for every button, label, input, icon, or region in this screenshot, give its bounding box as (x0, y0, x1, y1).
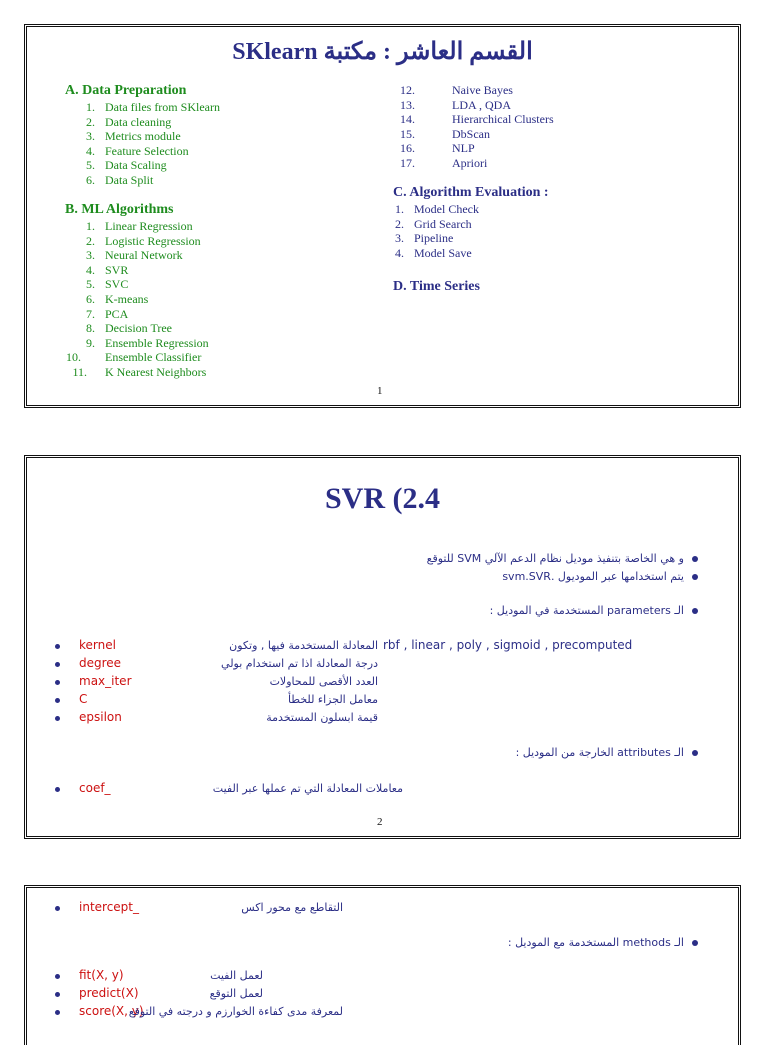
attr-row (53, 781, 733, 799)
slide-1-title: القسم العاشر : مكتبة SKlearn (232, 39, 533, 65)
param-desc: قيمة ابسلون المستخدمة (266, 711, 378, 724)
attr-name: coef_ (79, 781, 111, 795)
attr-desc: معاملات المعادلة التي تم عملها عبر الفيت (212, 782, 403, 795)
list-item: 3. Neural Network (86, 248, 183, 263)
bullet-icon (692, 556, 698, 562)
slide-2 (24, 455, 741, 839)
slide-2-title: SVR (2.4 (324, 482, 440, 515)
method-row (53, 1004, 733, 1022)
section-b-heading: B. ML Algorithms (65, 202, 174, 217)
param-desc: معامل الجزاء للخطأ (287, 693, 378, 706)
param-name: max_iter (79, 674, 132, 688)
method-row (53, 968, 733, 986)
bullet-icon (55, 974, 60, 979)
list-item: 15. DbScan (400, 126, 490, 141)
attr-desc: التقاطع مع محور اكس (241, 901, 343, 914)
attr-row (53, 900, 733, 918)
slide-1 (24, 24, 741, 408)
param-desc: المعادلة المستخدمة فيها , وتكون (229, 639, 378, 652)
params-list (53, 638, 733, 728)
param-row (53, 656, 733, 674)
list-item: 5. Data Scaling (86, 158, 167, 173)
param-row (53, 710, 733, 728)
method-name: predict(X) (79, 986, 139, 1000)
params-heading: الـ parameters المستخدمة في الموديل : (490, 604, 698, 617)
method-name: fit(X, y) (79, 968, 124, 982)
section-c-list (395, 202, 479, 260)
page-number: 2 (377, 816, 383, 828)
attr-name: intercept_ (79, 900, 139, 914)
list-item: 2. Grid Search (395, 216, 472, 231)
attrs-list-continued (53, 900, 733, 918)
param-desc: العدد الأقصى للمحاولات (269, 675, 378, 688)
list-item: 3. Metrics module (86, 129, 181, 144)
list-item: 11. K Nearest Neighbors (72, 364, 207, 379)
list-item: 12. Naive Bayes (400, 83, 513, 97)
section-a-heading: A. Data Preparation (65, 83, 187, 98)
bullet-icon (55, 1010, 60, 1015)
method-desc: لمعرفة مدى كفاءة الخوارزم و درجته في التوقع (128, 1005, 343, 1018)
param-row (53, 638, 733, 656)
list-item: 1. Model Check (395, 202, 479, 216)
method-row (53, 986, 733, 1004)
list-item: 8. Decision Tree (86, 321, 172, 336)
bullet-icon (55, 662, 60, 667)
page-number: 1 (377, 385, 383, 397)
bullet-icon (55, 644, 60, 649)
section-b-list-continued (395, 83, 554, 171)
bullet-icon (55, 698, 60, 703)
bullet-icon (55, 992, 60, 997)
slide-3 (24, 885, 741, 1045)
bullet-icon (55, 787, 60, 792)
list-item: 10. Ensemble Classifier (66, 350, 202, 365)
list-item: 13. LDA , QDA (400, 97, 511, 112)
list-item: 7. PCA (86, 306, 129, 321)
attrs-heading: الـ attributes الخارجة من الموديل : (516, 746, 698, 759)
methods-heading: الـ methods المستخدمة مع الموديل : (508, 936, 698, 949)
section-a-list (65, 100, 220, 188)
method-desc: لعمل التوقع (209, 987, 263, 1000)
param-desc: درجة المعادلة اذا تم استخدام بولي (221, 657, 378, 670)
section-b-list (65, 219, 209, 380)
bullet-icon (692, 608, 698, 614)
method-desc: لعمل الفيت (210, 969, 263, 982)
list-item: 2. Logistic Regression (86, 233, 201, 248)
param-name: C (79, 692, 88, 706)
bullet-icon (692, 574, 698, 580)
param-row (53, 674, 733, 692)
list-item: 4. SVR (86, 262, 129, 277)
intro-bullet: يتم استخدامها عبر الموديول .svm.SVR (502, 570, 698, 583)
param-name: epsilon (79, 710, 122, 724)
list-item: 5. SVC (86, 277, 129, 292)
list-item: 9. Ensemble Regression (86, 335, 209, 350)
list-item: 1. Linear Regression (86, 219, 193, 233)
methods-list (53, 968, 733, 1022)
intro-bullet: و هي الخاصة بتنفيذ موديل نظام الدعم الآلي SVM للتوقع (427, 552, 698, 565)
param-row (53, 692, 733, 710)
section-d-heading: D. Time Series (393, 279, 480, 294)
list-item: 17. Apriori (400, 155, 488, 170)
list-item: 4. Model Save (395, 245, 472, 260)
list-item: 16. NLP (400, 141, 475, 156)
list-item: 2. Data cleaning (86, 114, 172, 129)
bullet-icon (692, 940, 698, 946)
list-item: 6. K-means (86, 291, 149, 306)
attrs-list (53, 781, 733, 799)
list-item: 6. Data Split (86, 172, 154, 187)
list-item: 3. Pipeline (395, 231, 454, 246)
bullet-icon (55, 680, 60, 685)
list-item: 4. Feature Selection (86, 143, 189, 158)
bullet-icon (55, 716, 60, 721)
param-name: degree (79, 656, 122, 670)
bullet-icon (55, 906, 60, 911)
bullet-icon (692, 750, 698, 756)
method-name: score(X, y) (79, 1004, 144, 1018)
list-item: 14. Hierarchical Clusters (400, 112, 554, 127)
param-name: kernel (79, 638, 116, 652)
section-c-heading: C. Algorithm Evaluation : (393, 185, 549, 200)
list-item: 1. Data files from SKlearn (86, 100, 220, 114)
param-values: rbf , linear , poly , sigmoid , precomputed (383, 638, 633, 652)
